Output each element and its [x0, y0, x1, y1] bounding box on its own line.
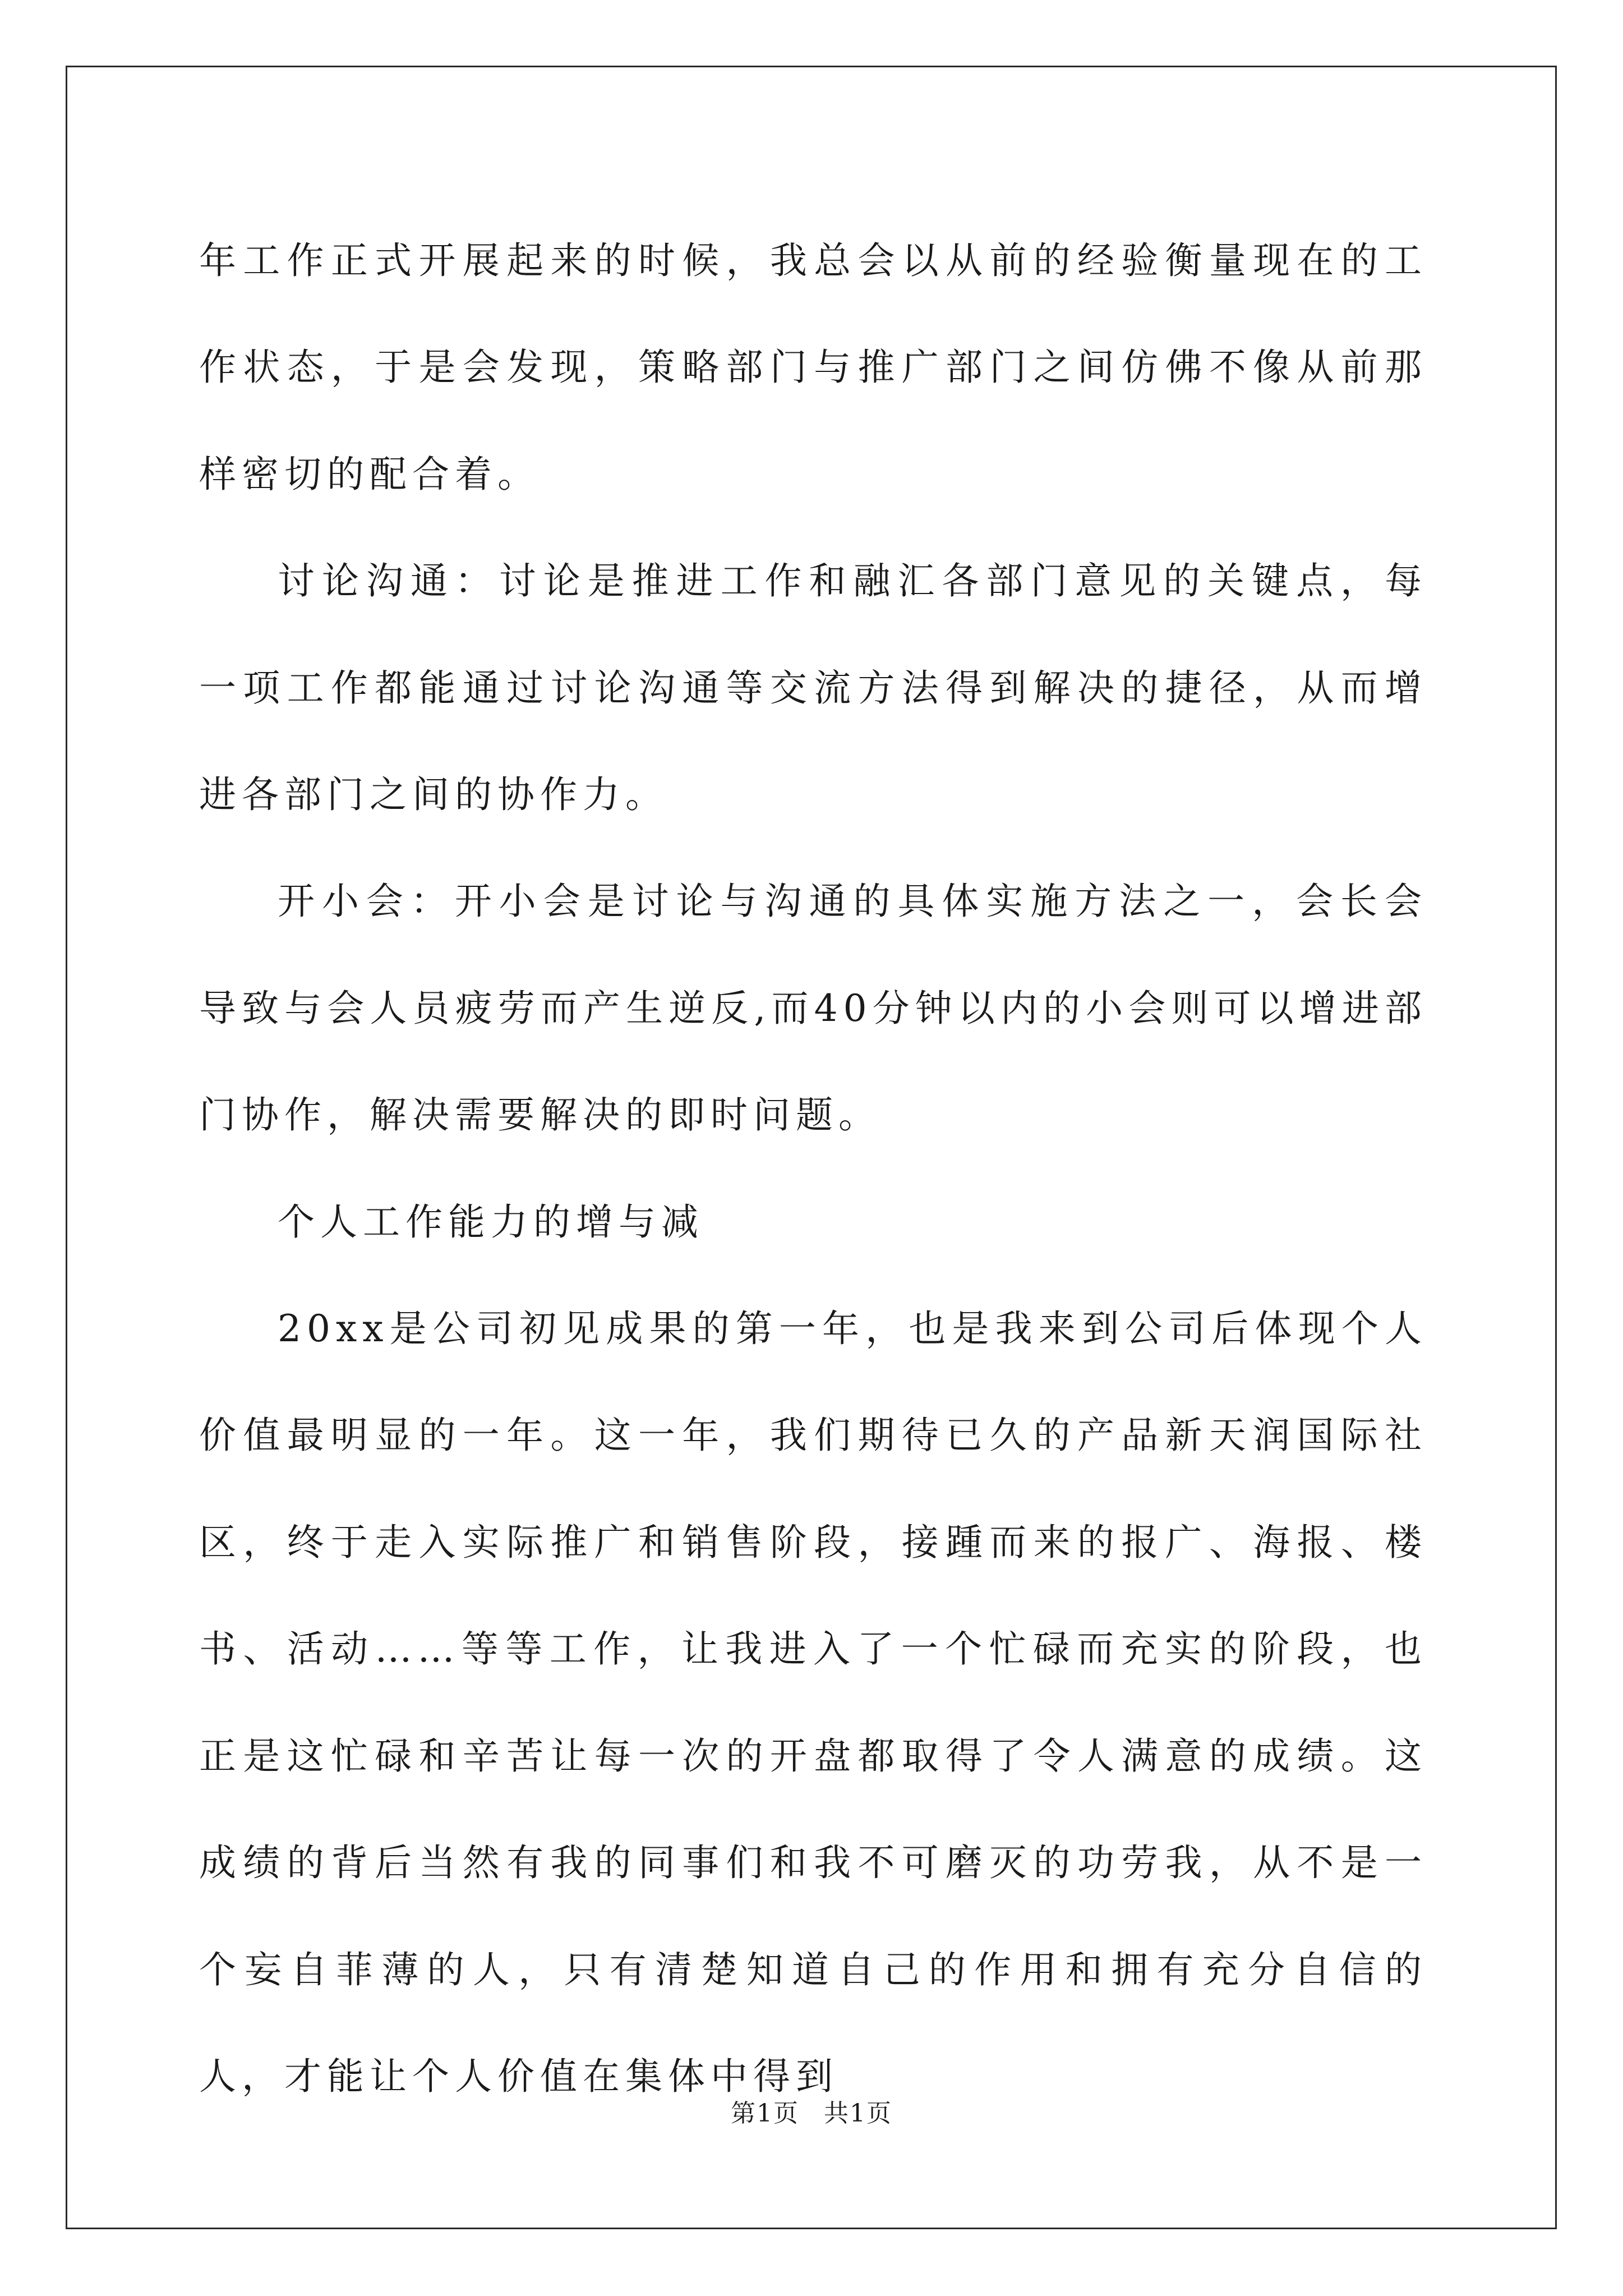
paragraph-2: 讨论沟通：讨论是推进工作和融汇各部门意见的关键点，每一项工作都能通过讨论沟通等交流方法得到解决的捷径，从而增进各部门之间的协作力。 [199, 559, 1427, 817]
page-footer [0, 2097, 1623, 2131]
section-heading: 个人工作能力的增与减 [278, 1200, 704, 1244]
paragraph-1: 年工作正式开展起来的时候，我总会以从前的经验衡量现在的工作状态，于是会发现，策略部门与推广部门之间仿佛不像从前那样密切的配合着。 [199, 239, 1427, 496]
page-total: 共1页 [824, 2099, 892, 2128]
document-body [199, 208, 1427, 2130]
paragraph-4: 20xx是公司初见成果的第一年，也是我来到公司后体现个人价值最明显的一年。这一年，我们期待已久的产品新天润国际社区，终于走入实际推广和销售阶段，接踵而来的报广、海报、楼书、活动……等等工作，让我进入了一个忙碌而充实的阶段，也正是这忙碌和辛苦让每一次的开盘都取得了令人满意的成绩。这成绩的背后当然有我的同事们和我不可磨灭的功劳我，从不是一个妄自菲薄的人，只有清楚知道自己的作用和拥有充分自信的人，才能让个人价值在集体中得到 [199, 1307, 1427, 2098]
page-number: 第1页 [731, 2099, 799, 2128]
paragraph-3: 开小会：开小会是讨论与沟通的具体实施方法之一，会长会导致与会人员疲劳而产生逆反,而40分钟以内的小会则可以增进部门协作，解决需要解决的即时问题。 [199, 880, 1427, 1137]
